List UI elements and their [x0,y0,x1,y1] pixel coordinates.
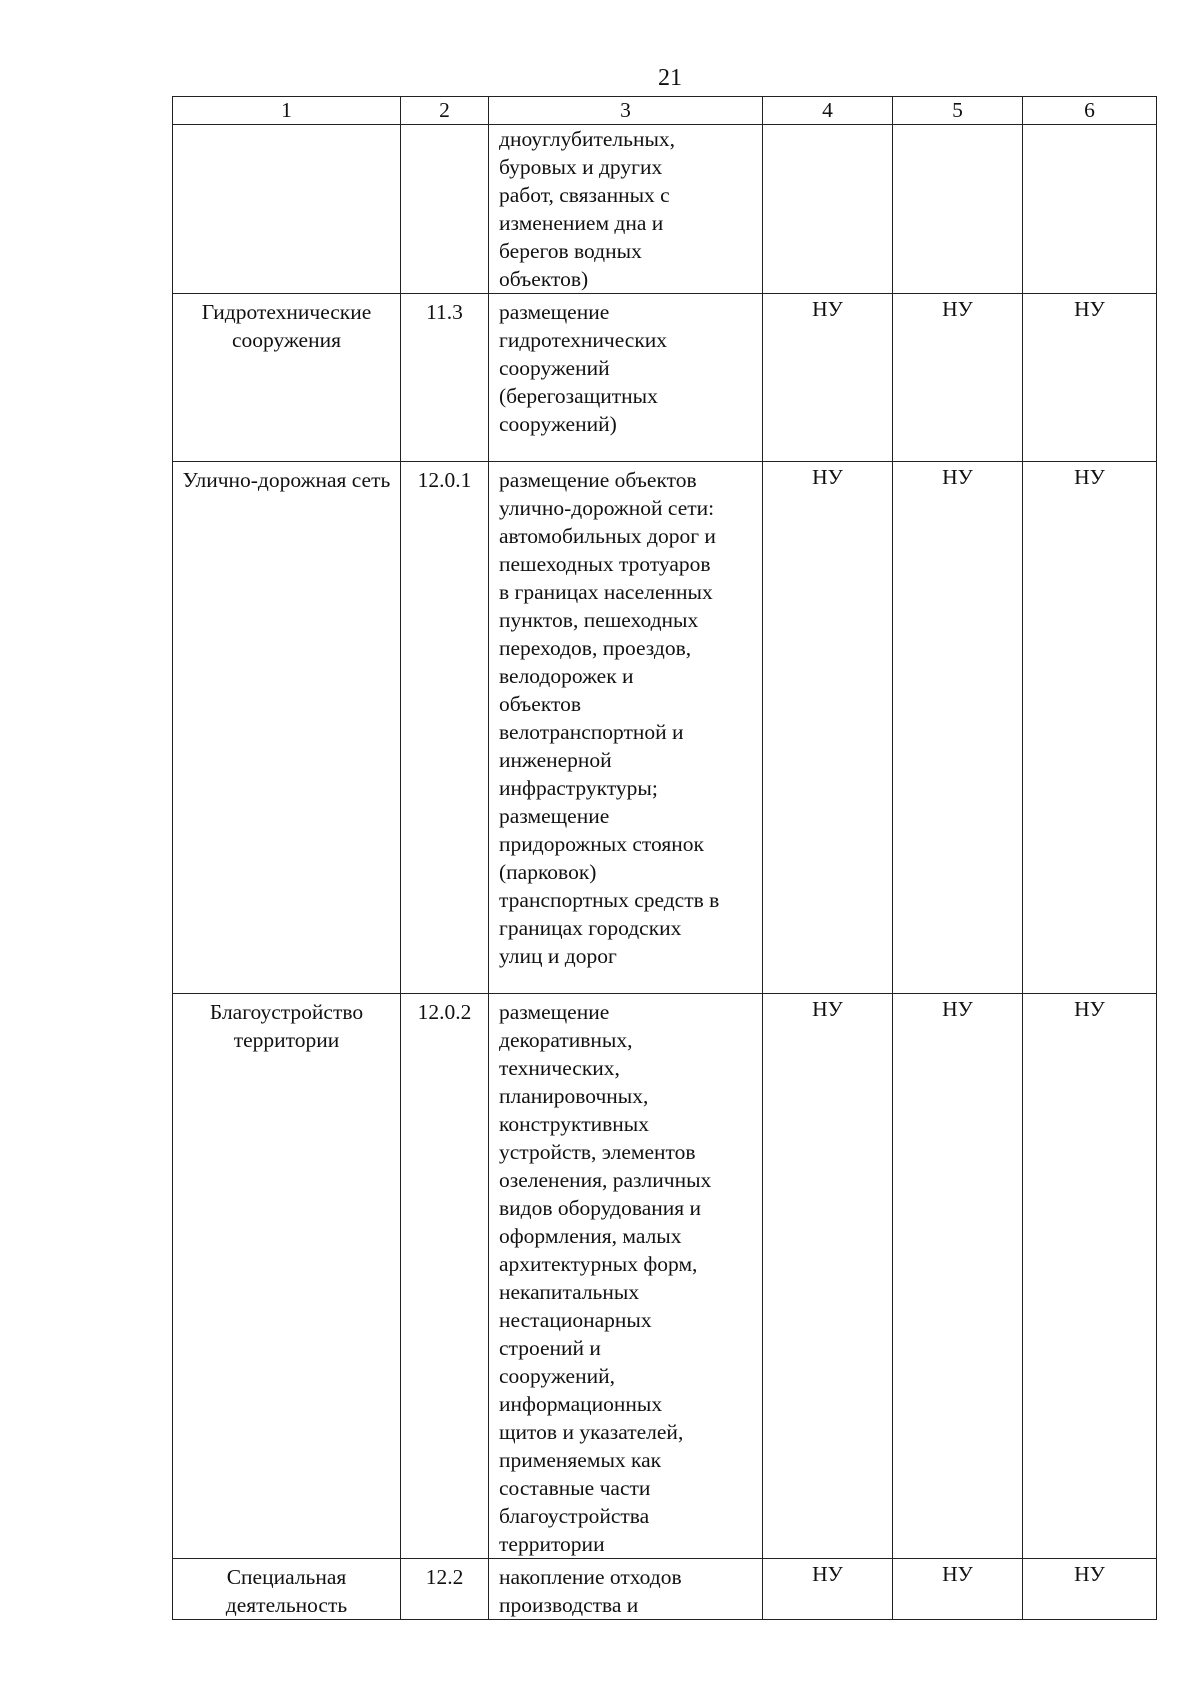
use-type-name: Специальная деятельность [173,1559,401,1620]
parameter-value: НУ [763,294,893,462]
parameter-value [1023,125,1157,294]
table-row [173,994,1157,1559]
parameter-value: НУ [763,994,893,1559]
column-header: 2 [401,97,489,125]
use-type-code: 12.0.1 [401,462,489,994]
table-row [173,462,1157,994]
use-type-description: накопление отходов производства и [489,1559,763,1620]
column-header: 5 [893,97,1023,125]
parameter-value: НУ [1023,994,1157,1559]
parameter-value [893,125,1023,294]
table-row [173,125,1157,294]
parameter-value: НУ [893,294,1023,462]
column-header: 1 [173,97,401,125]
table-row [173,1559,1157,1620]
column-header: 4 [763,97,893,125]
parameter-value: НУ [1023,462,1157,994]
parameter-value: НУ [763,462,893,994]
table-row [173,294,1157,462]
use-type-name: Улично-дорожная сеть [173,462,401,994]
use-type-description: размещение объектов улично-дорожной сети: автомобильных дорог и пешеходных тротуаров в границах населенных пунктов, пешеходных переходов, проездов, велодорожек и объектов велотранспортной и инженерной инфраструктуры; размещение придорожных стоянок (парковок) транспортных средств в границах городских улиц и дорог [489,462,763,994]
parameter-value: НУ [893,1559,1023,1620]
table-header-row [173,97,1157,125]
use-type-description: дноуглубительных, буровых и других работ, связанных с изменением дна и берегов водных объектов) [489,125,763,294]
parameter-value: НУ [1023,1559,1157,1620]
use-type-code: 12.0.2 [401,994,489,1559]
parameter-value: НУ [893,994,1023,1559]
parameter-value: НУ [1023,294,1157,462]
use-type-name: Благоустройство территории [173,994,401,1559]
use-type-code [401,125,489,294]
parameter-value: НУ [893,462,1023,994]
use-type-description: размещение гидротехнических сооружений (берегозащитных сооружений) [489,294,763,462]
parameter-value [763,125,893,294]
use-type-name: Гидротехнические сооружения [173,294,401,462]
use-type-description: размещение декоративных, технических, планировочных, конструктивных устройств, элементов озеленения, различных видов оборудования и оформления, малых архитектурных форм, некапитальных нестационарных строений и сооружений, информационных щитов и указателей, применяемых как составные части благоустройства территории [489,994,763,1559]
column-header: 6 [1023,97,1157,125]
use-type-name [173,125,401,294]
column-header: 3 [489,97,763,125]
page-number: 21 [658,65,682,91]
land-use-table [172,96,1157,1620]
use-type-code: 12.2 [401,1559,489,1620]
use-type-code: 11.3 [401,294,489,462]
parameter-value: НУ [763,1559,893,1620]
